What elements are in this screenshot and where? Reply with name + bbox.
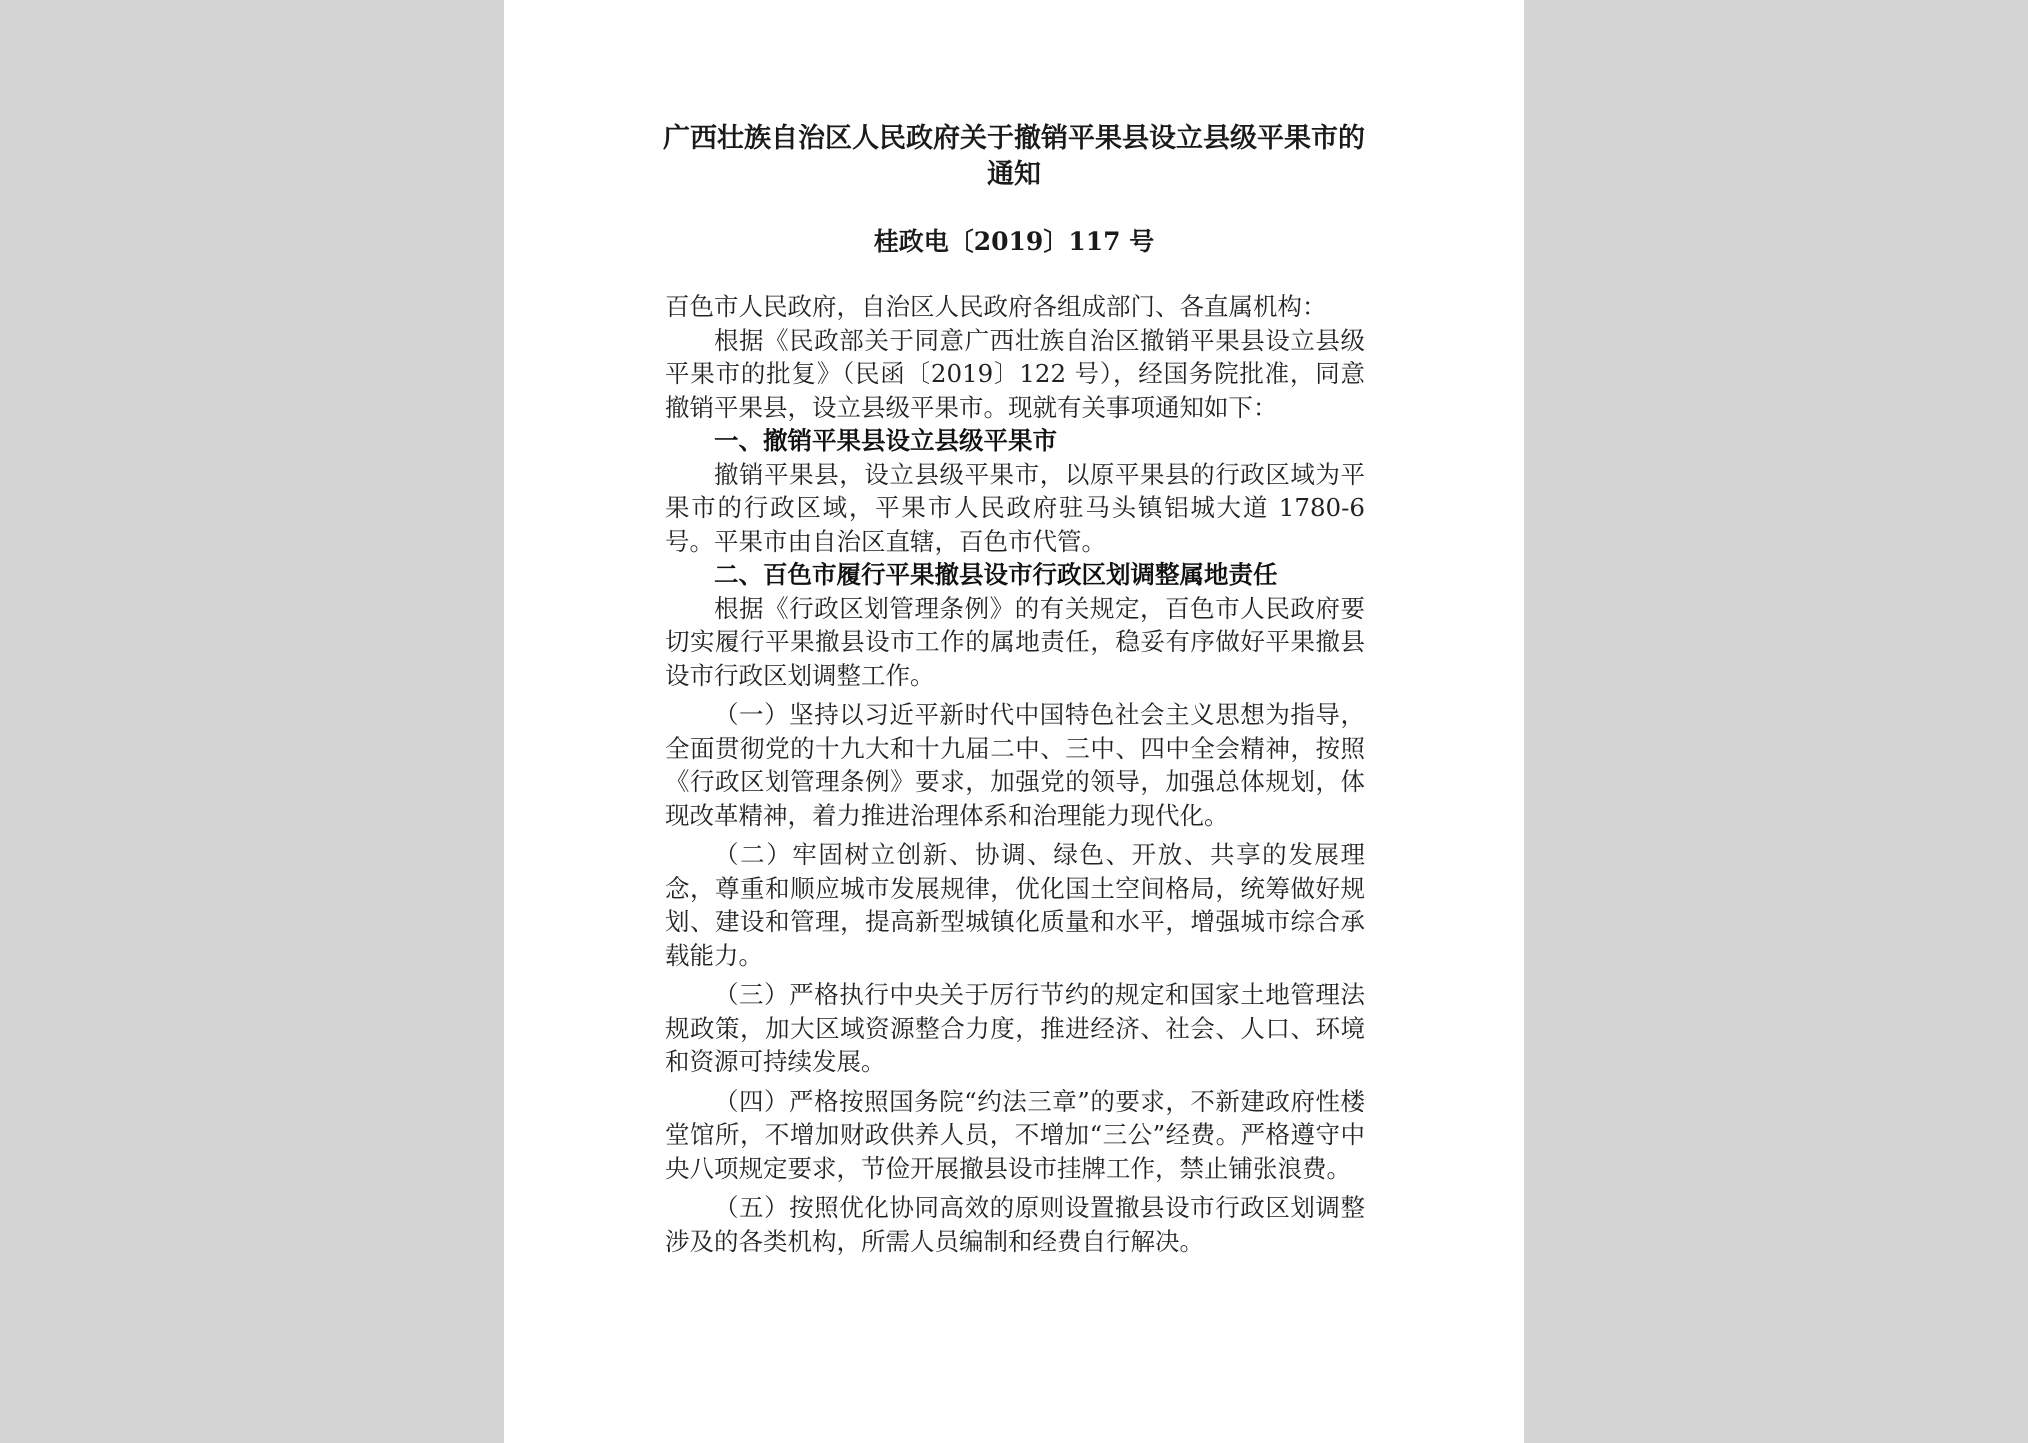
document-body (665, 290, 1365, 1258)
title-line-2: 通知 (987, 159, 1041, 190)
document-number: 桂政电〔2019〕117 号 (873, 227, 1155, 256)
item-1-paragraph: （一）坚持以习近平新时代中国特色社会主义思想为指导，全面贯彻党的十九大和十九届二中、三中、四中全会精神，按照《行政区划管理条例》要求，加强党的领导，加强总体规划，体现改革精神，着力推进治理体系和治理能力现代化。 (665, 700, 1365, 830)
section-2-heading: 二、百色市履行平果撤县设市行政区划调整属地责任 (714, 560, 1278, 589)
item-5-paragraph: （五）按照优化协同高效的原则设置撤县设市行政区划调整涉及的各类机构，所需人员编制和经费自行解决。 (665, 1193, 1365, 1256)
intro-paragraph: 根据《民政部关于同意广西壮族自治区撤销平果县设立县级平果市的批复》（民函〔2019〕122 号），经国务院批准，同意撤销平果县，设立县级平果市。现就有关事项通知如下： (665, 325, 1365, 422)
document-title (504, 121, 1524, 193)
section-1-paragraph: 撤销平果县，设立县级平果市，以原平果县的行政区域为平果市的行政区域，平果市人民政府驻马头镇铝城大道 1780-6 号。平果市由自治区直辖，百色市代管。 (665, 459, 1365, 556)
item-4-paragraph: （四）严格按照国务院“约法三章”的要求，不新建政府性楼堂馆所，不增加财政供养人员，不增加“三公”经费。严格遵守中央八项规定要求，节俭开展撤县设市挂牌工作，禁止铺张浪费。 (665, 1086, 1365, 1183)
title-line-1: 广西壮族自治区人民政府关于撤销平果县设立县级平果市的 (663, 123, 1365, 154)
section-1-heading: 一、撤销平果县设立县级平果市 (714, 426, 1057, 455)
salutation: 百色市人民政府，自治区人民政府各组成部门、各直属机构： (665, 292, 1327, 321)
item-3-paragraph: （三）严格执行中央关于厉行节约的规定和国家土地管理法规政策，加大区域资源整合力度，推进经济、社会、人口、环境和资源可持续发展。 (665, 980, 1365, 1076)
document-page (504, 0, 1524, 1443)
item-2-paragraph: （二）牢固树立创新、协调、绿色、开放、共享的发展理念，尊重和顺应城市发展规律，优化国土空间格局，统筹做好规划、建设和管理，提高新型城镇化质量和水平，增强城市综合承载能力。 (665, 840, 1365, 970)
section-2-paragraph: 根据《行政区划管理条例》的有关规定，百色市人民政府要切实履行平果撤县设市工作的属地责任，稳妥有序做好平果撤县设市行政区划调整工作。 (665, 593, 1365, 690)
